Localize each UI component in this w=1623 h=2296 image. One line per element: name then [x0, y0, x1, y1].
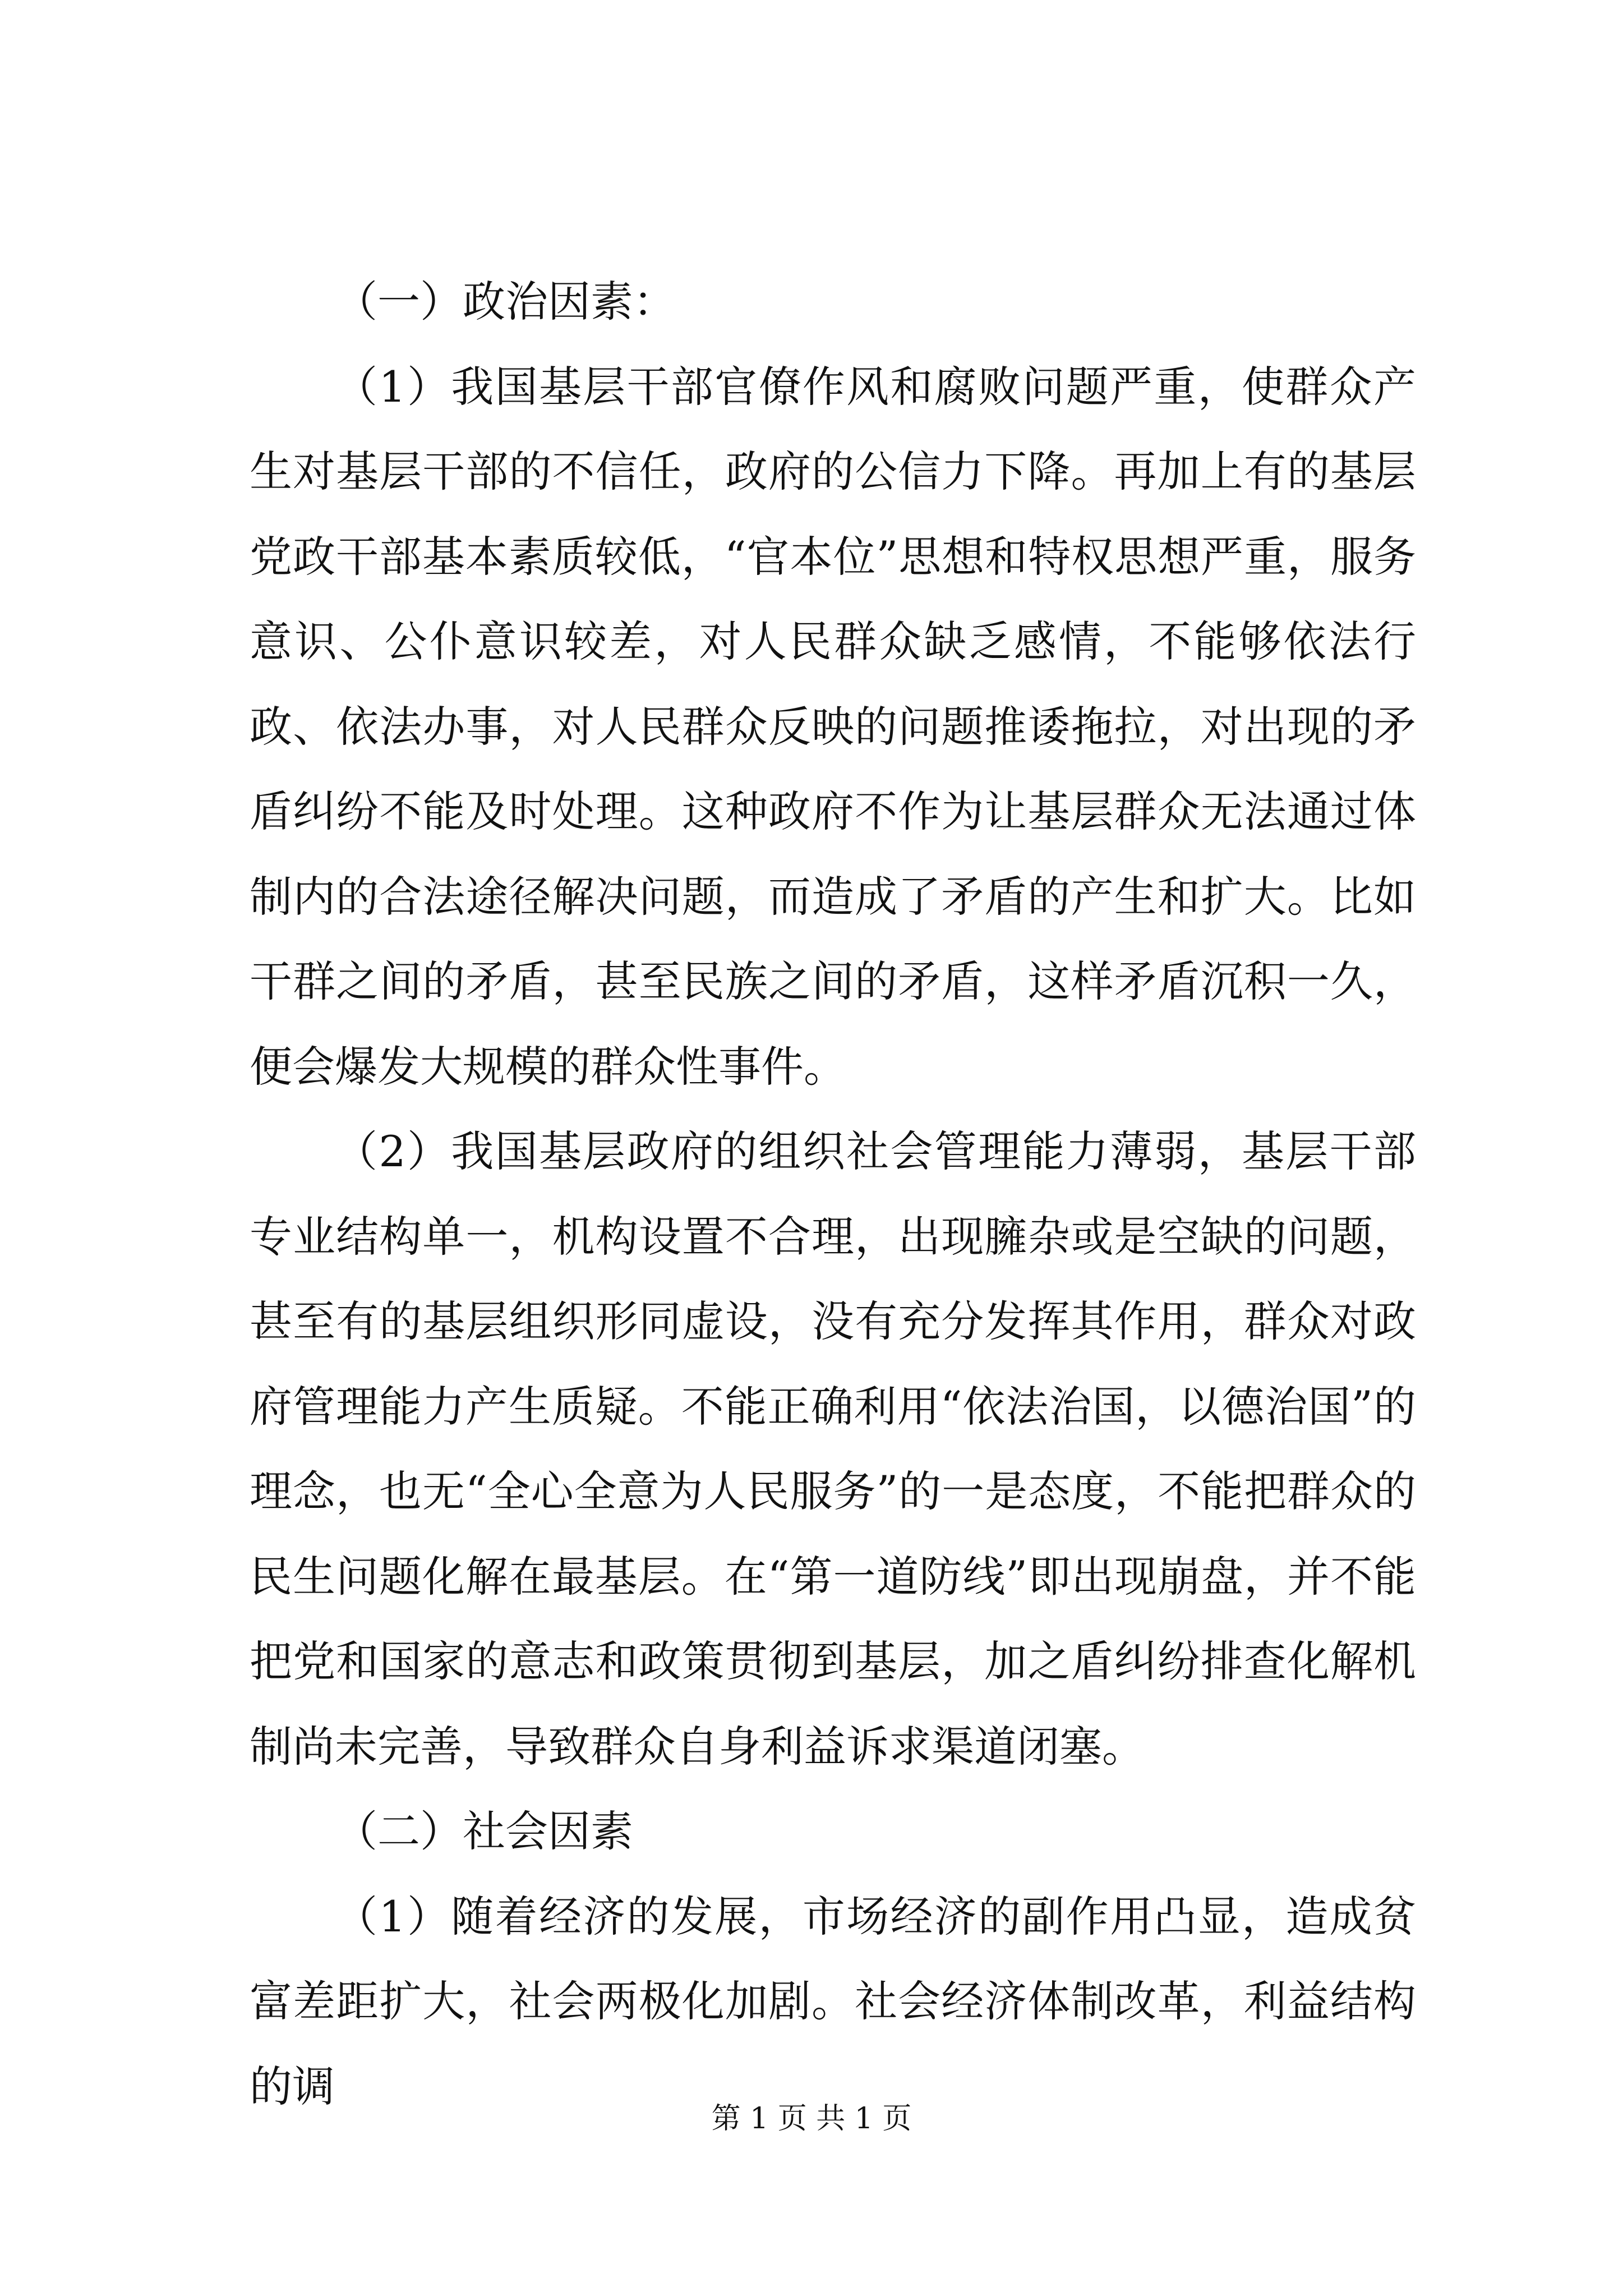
paragraph-political-1: （1）我国基层干部官僚作风和腐败问题严重，使群众产生对基层干部的不信任，政府的公信力下降。再加上有的基层党政干部基本素质较低，“官本位”思想和特权思想严重，服务意识、公仆意识较差，对人民群众缺乏感情，不能够依法行政、依法办事，对人民群众反映的问题推诿拖拉，对出现的矛盾纠纷不能及时处理。这种政府不作为让基层群众无法通过体制内的合法途径解决问题，而造成了矛盾的产生和扩大。比如干群之间的矛盾，甚至民族之间的矛盾，这样矛盾沉积一久，便会爆发大规模的群众性事件。: [250, 361, 1416, 1092]
document-body: [250, 259, 1416, 2129]
page-footer: 第 1 页 共 1 页: [711, 2102, 912, 2136]
section-heading-political: （一）政治因素：: [335, 277, 676, 326]
paragraph-social-1: （1）随着经济的发展，市场经济的副作用凸显，造成贫富差距扩大，社会两极化加剧。社会经济体制改革，利益结构的调: [250, 1891, 1416, 2111]
paragraph-political-2: （2）我国基层政府的组织社会管理能力薄弱，基层干部专业结构单一，机构设置不合理，出现臃杂或是空缺的问题，甚至有的基层组织形同虚设，没有充分发挥其作用，群众对政府管理能力产生质疑。不能正确利用“依法治国，以德治国”的理念，也无“全心全意为人民服务”的一是态度，不能把群众的民生问题化解在最基层。在“第一道防线”即出现崩盘，并不能把党和国家的意志和政策贯彻到基层，加之盾纠纷排查化解机制尚未完善，导致群众自身利益诉求渠道闭塞。: [250, 1126, 1416, 1772]
section-heading-social: （二）社会因素: [335, 1806, 633, 1856]
